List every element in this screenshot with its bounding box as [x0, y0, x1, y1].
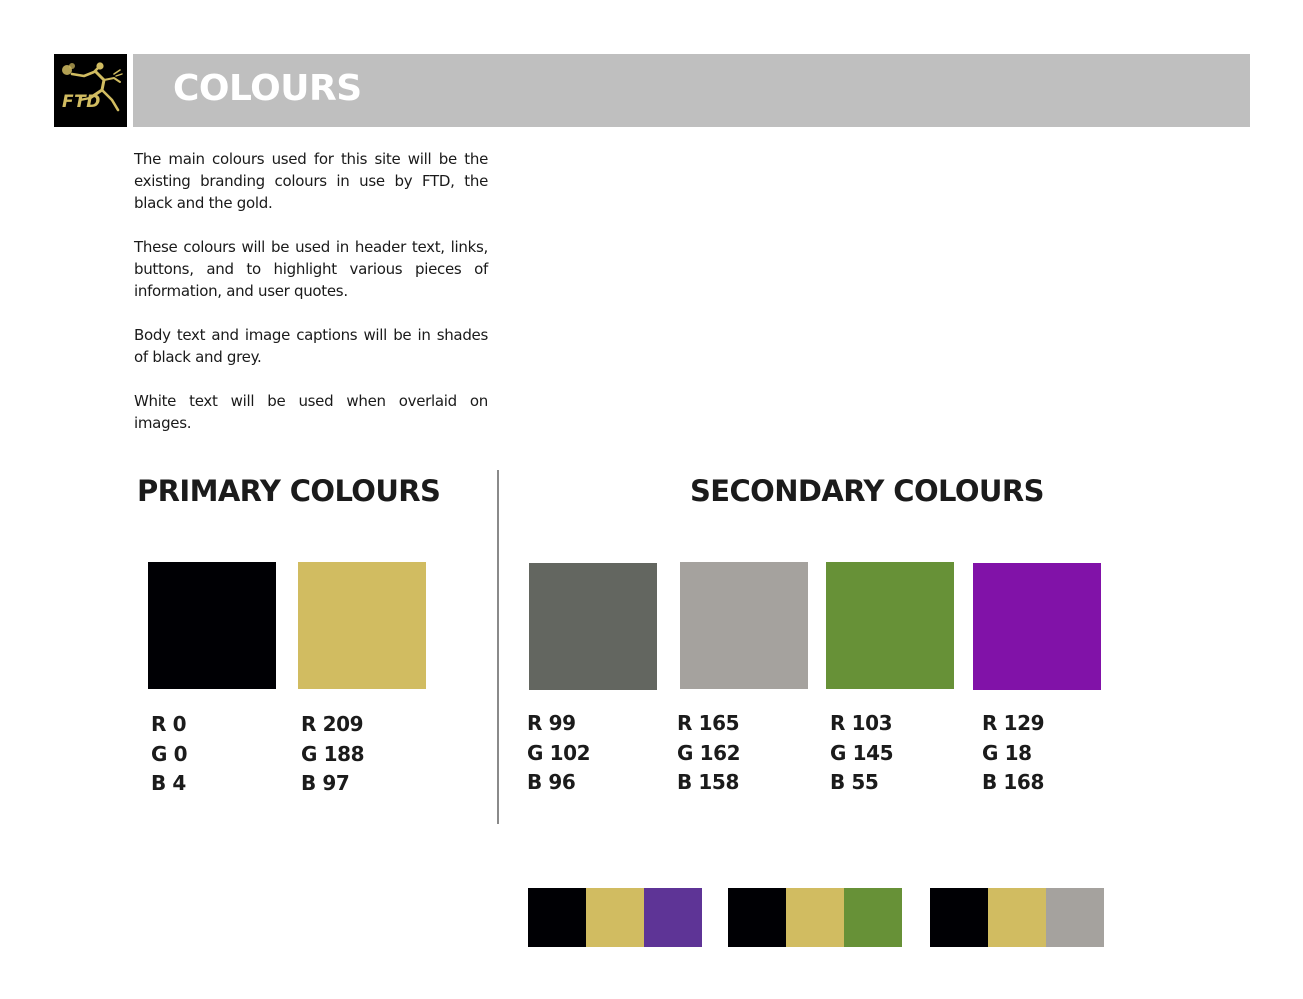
rgb-red-value: R 99 [527, 711, 576, 735]
rgb-green-value: G 188 [301, 741, 365, 766]
primary-colours-heading: PRIMARY COLOURS [137, 474, 441, 508]
rgb-blue-value: B 96 [527, 770, 576, 794]
swatch-green [826, 562, 954, 689]
combo-chip [1046, 888, 1104, 947]
secondary-colours-heading: SECONDARY COLOURS [690, 474, 1044, 508]
swatch-gold [298, 562, 426, 689]
rgb-green-value: G 102 [527, 740, 591, 765]
ftd-logo [54, 54, 127, 127]
swatch-purple [973, 563, 1101, 690]
rgb-blue-value: B 97 [301, 771, 350, 795]
logo-text: FTD [62, 92, 101, 112]
rgb-green-value: G 0 [151, 741, 188, 766]
rgb-values-green [830, 709, 893, 798]
combo-chip [586, 888, 644, 947]
rgb-values-purple [982, 709, 1044, 798]
rgb-red-value: R 103 [830, 711, 893, 735]
intro-paragraph: White text will be used when overlaid on images. [134, 392, 488, 432]
rgb-values-dark-grey [527, 709, 590, 798]
intro-paragraph: The main colours used for this site will be the existing branding colours in use by FTD, the black and the gold. [134, 150, 488, 212]
mercury-figure-icon [54, 54, 127, 127]
page-title: COLOURS [173, 68, 362, 109]
rgb-green-value: G 18 [982, 740, 1032, 765]
rgb-values-gold [301, 710, 364, 799]
combo-chip [988, 888, 1046, 947]
colour-combination [528, 888, 702, 947]
rgb-blue-value: B 168 [982, 770, 1044, 794]
rgb-green-value: G 145 [830, 740, 894, 765]
rgb-blue-value: B 158 [677, 770, 739, 794]
intro-paragraph: These colours will be used in header text, links, buttons, and to highlight various pieces of information, and user quotes. [134, 238, 488, 300]
rgb-values-light-grey [677, 709, 740, 798]
combo-chip [930, 888, 988, 947]
combo-chip [728, 888, 786, 947]
rgb-values-black [151, 710, 187, 799]
swatch-black [148, 562, 276, 689]
title-bar [133, 54, 1250, 127]
combo-chip [644, 888, 702, 947]
combo-chip [786, 888, 844, 947]
colour-combination [728, 888, 902, 947]
section-divider [497, 470, 499, 824]
rgb-red-value: R 165 [677, 711, 740, 735]
intro-paragraph: Body text and image captions will be in shades of black and grey. [134, 326, 488, 366]
rgb-red-value: R 129 [982, 711, 1045, 735]
colour-combination [930, 888, 1104, 947]
combo-chip [528, 888, 586, 947]
rgb-blue-value: B 55 [830, 770, 879, 794]
swatch-dark-grey [529, 563, 657, 690]
swatch-light-grey [680, 562, 808, 689]
rgb-red-value: R 209 [301, 712, 364, 736]
rgb-blue-value: B 4 [151, 771, 186, 795]
intro-text [134, 148, 488, 456]
rgb-green-value: G 162 [677, 740, 741, 765]
combo-chip [844, 888, 902, 947]
rgb-red-value: R 0 [151, 712, 187, 736]
